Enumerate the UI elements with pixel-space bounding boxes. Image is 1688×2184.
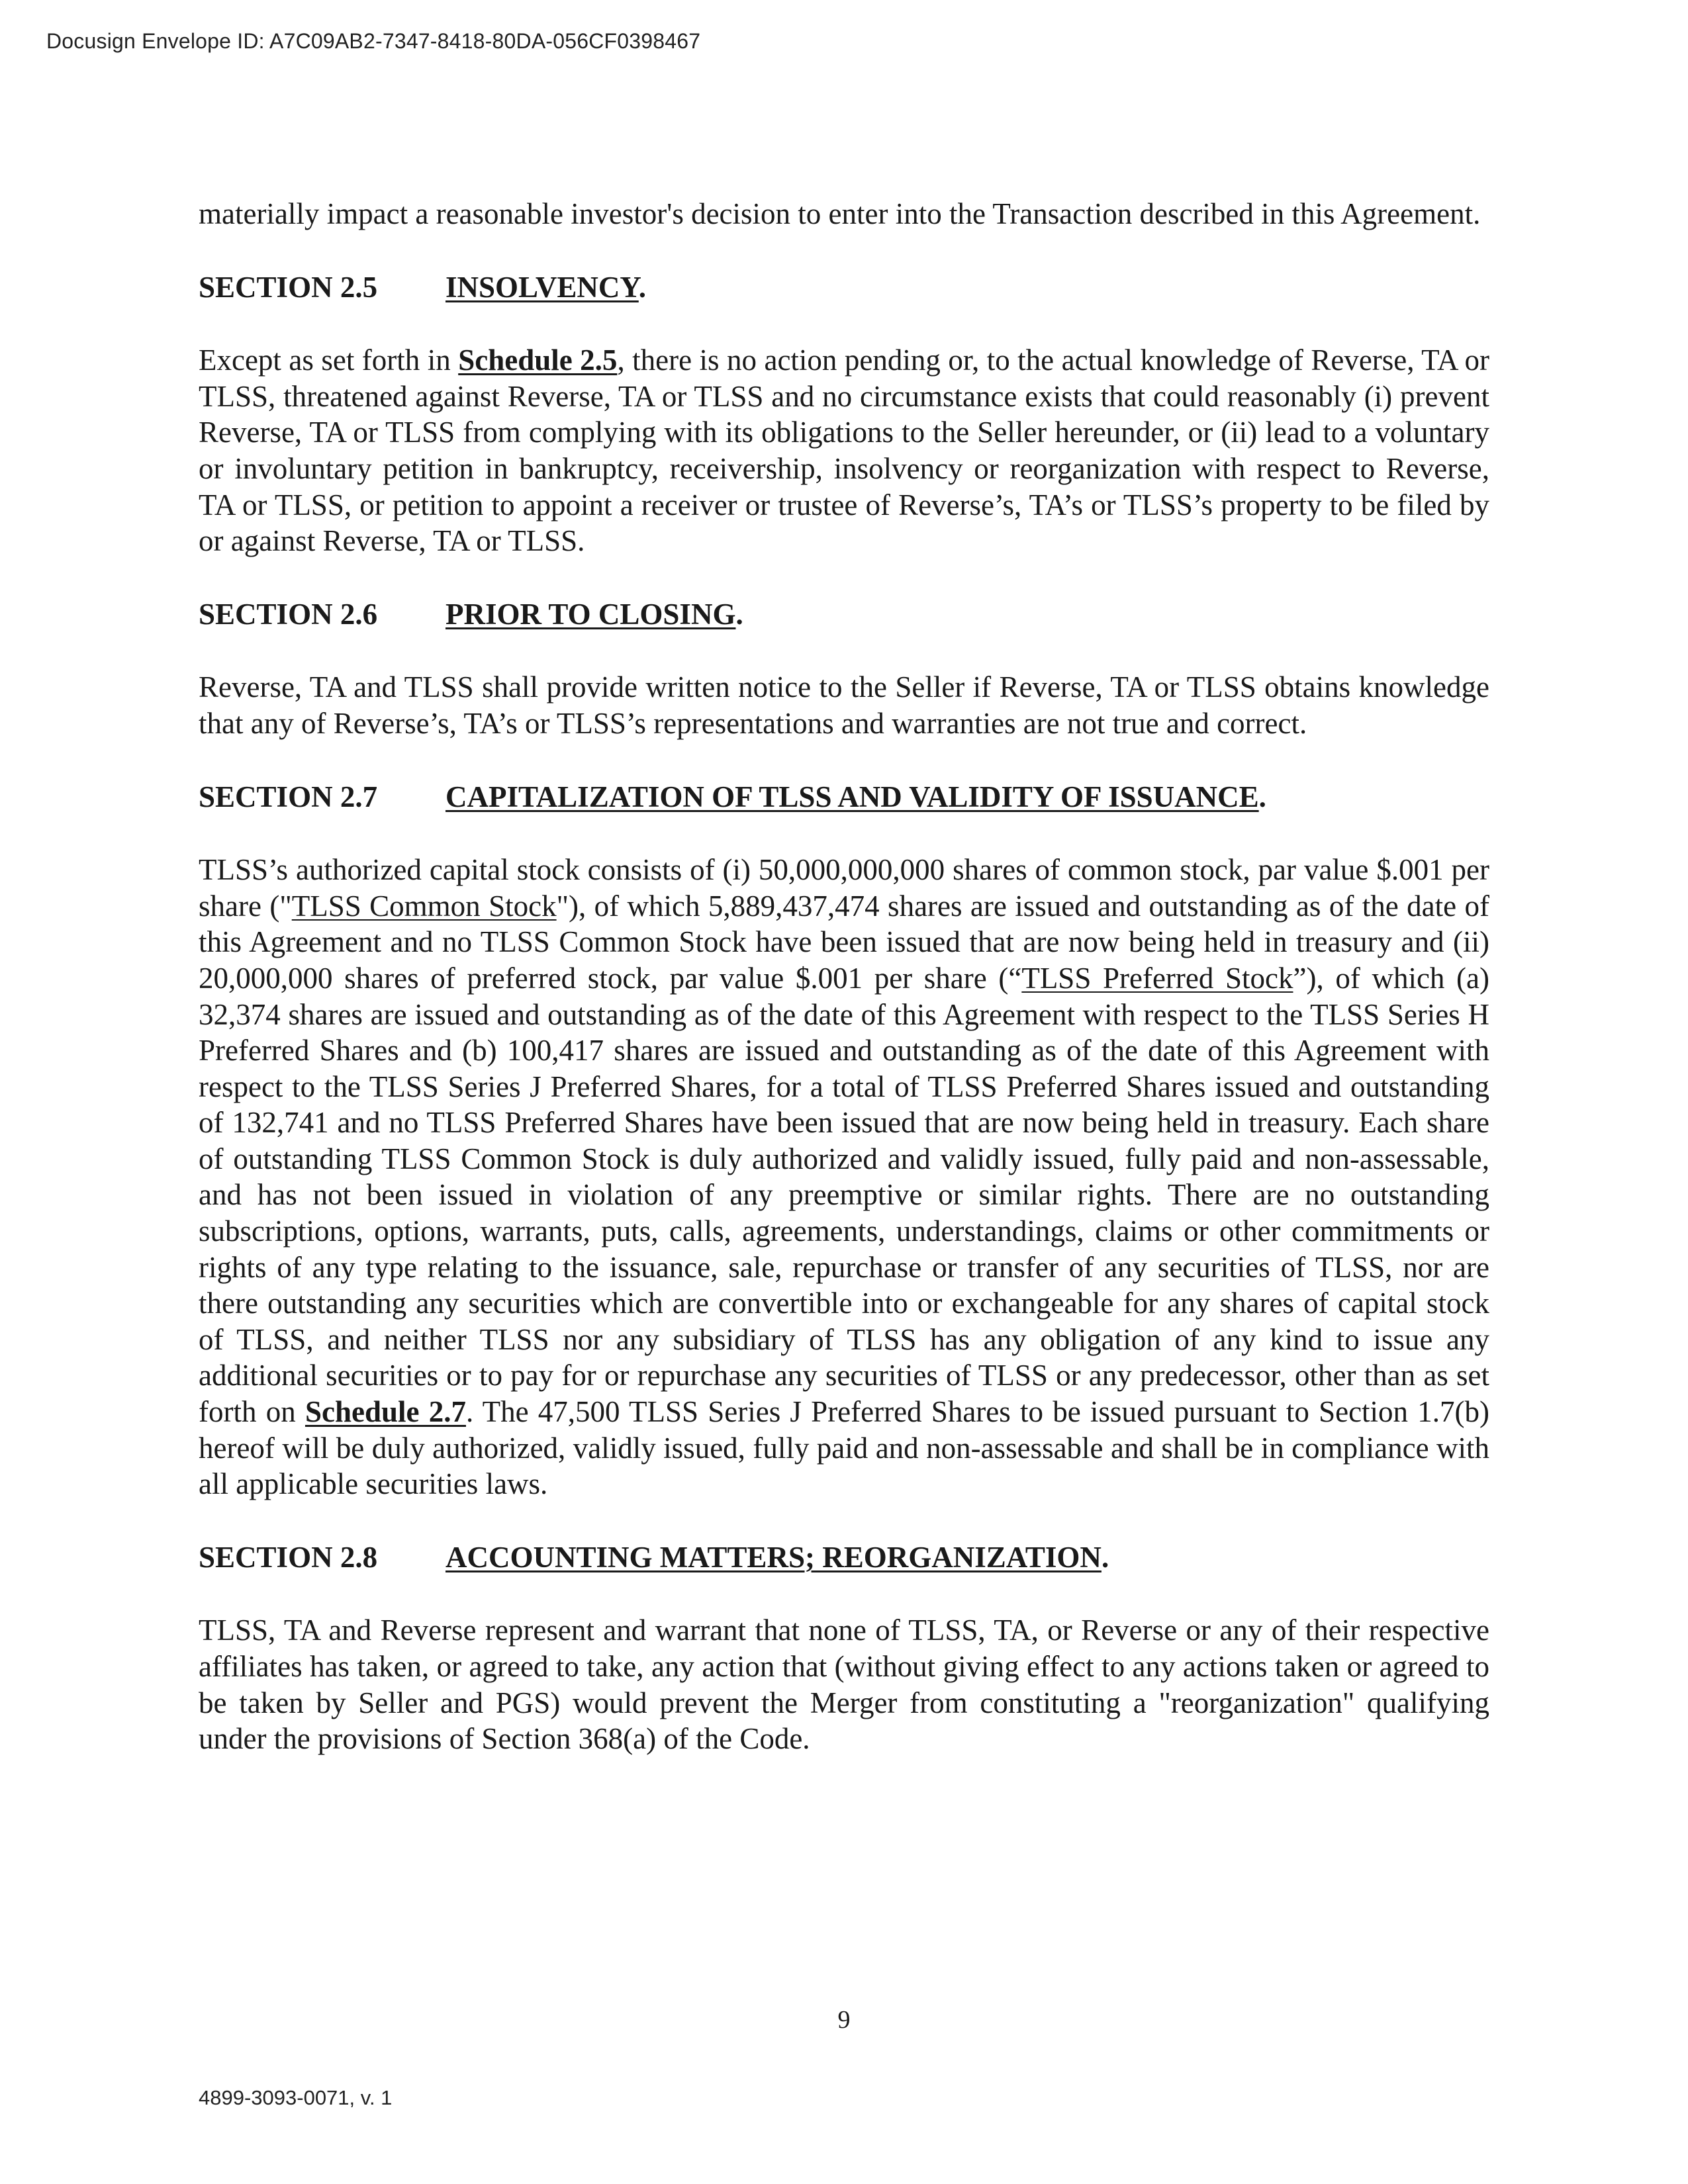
section-2-8-paragraph: TLSS, TA and Reverse represent and warrant that none of TLSS, TA, or Reverse or any of their respective affiliates has taken, or agreed to take, any action that (without giving effect to any actions taken or agreed to be taken by Seller and PGS) would prevent the Merger from constituting a "reorganization" qualifying under the provisions of Section 368(a) of the Code. [199,1614,1489,1756]
section-2-6-paragraph: Reverse, TA and TLSS shall provide written notice to the Seller if Reverse, TA or TLSS obtains knowledge that any of Reverse’s, TA’s or TLSS’s representations and warranties are not true and correct. [199,670,1489,740]
paragraph-text: . The 47,500 TLSS Series J Preferred Shares to be issued pursuant to Section 1.7(b) hereof will be duly authorized, validly issued, fully paid and non-assessable and shall be in compliance with all applicable securities laws. [199,1395,1490,1501]
section-2-5-paragraph [199,342,1489,559]
section-number: SECTION 2.7 [199,780,378,813]
document-id-footer: 4899-3093-0071, v. 1 [199,2086,393,2109]
section-number: SECTION 2.6 [199,597,378,631]
section-2-6-heading: SECTION 2.6 PRIOR TO CLOSING. [199,596,1489,633]
page-number: 9 [837,2006,851,2034]
defined-term: TLSS Common Stock [291,889,557,923]
section-title: CAPITALIZATION OF TLSS AND VALIDITY OF ISSUANCE [445,780,1259,813]
section-2-5-heading: SECTION 2.5 INSOLVENCY. [199,269,1489,306]
section-number: SECTION 2.5 [199,270,378,304]
envelope-id-header: Docusign Envelope ID: A7C09AB2-7347-8418-80DA-056CF0398467 [46,29,701,53]
intro-paragraph: materially impact a reasonable investor's decision to enter into the Transaction described in this Agreement. [199,197,1481,230]
defined-term: TLSS Preferred Stock [1021,961,1293,995]
section-2-7-heading: SECTION 2.7 CAPITALIZATION OF TLSS AND VALIDITY OF ISSUANCE. [199,779,1489,815]
document-body [199,196,1489,1757]
paragraph-text: , there is no action pending or, to the actual knowledge of Reverse, TA or TLSS, threatened against Reverse, TA or TLSS and no circumstance exists that could reasonably (i) prevent Reverse, TA or TLSS from complying with its obligations to the Seller hereunder, or (ii) lead to a voluntary or involuntary petition in bankruptcy, receivership, insolvency or reorganization with respect to Reverse, TA or TLSS, or petition to appoint a receiver or trustee of Reverse’s, TA’s or TLSS’s property to be filed by or against Reverse, TA or TLSS. [199,343,1490,558]
section-number: SECTION 2.8 [199,1540,378,1574]
schedule-reference: Schedule 2.5 [458,343,618,377]
section-title: INSOLVENCY [445,270,639,304]
paragraph-text: "), of which 5,889,437,474 shares are issued and outstanding as of the date of this Agreement and no TLSS Common Stock have been issued that are now being held in treasury and (ii) 20,000,000 shares of preferred stock, par value $.001 per share (“ [199,889,1489,995]
paragraph-text: Except as set forth in [199,343,459,377]
schedule-reference: Schedule 2.7 [305,1395,466,1429]
section-title: ACCOUNTING MATTERS; REORGANIZATION [445,1540,1102,1574]
section-2-7-paragraph [199,852,1489,1502]
paragraph-text: ”), of which (a) 32,374 shares are issued and outstanding as of the date of this Agreement with respect to the TLSS Series H Preferred Shares and (b) 100,417 shares are issued and outstanding as of the date of this Agreement with respect to the TLSS Series J Preferred Shares, for a total of TLSS Preferred Shares issued and outstanding of 132,741 and no TLSS Preferred Shares have been issued that are now being held in treasury. Each share of outstanding TLSS Common Stock is duly authorized and validly issued, fully paid and non-assessable, and has not been issued in violation of any preemptive or similar rights. There are no outstanding subscriptions, options, warrants, puts, calls, agreements, understandings, claims or other commitments or rights of any type relating to the issuance, sale, repurchase or transfer of any securities of TLSS, nor are there outstanding any securities which are convertible into or exchangeable for any shares of capital stock of TLSS, and neither TLSS nor any subsidiary of TLSS has any obligation of any kind to issue any additional securities or to pay for or repurchase any securities of TLSS or any predecessor, other than as set forth on [199,961,1489,1429]
section-2-8-heading: SECTION 2.8 ACCOUNTING MATTERS; REORGANIZATION. [199,1539,1489,1576]
paragraph-text: TLSS’s authorized capital stock consists of (i) 50,000,000,000 shares of common stock, par value $.001 per share (" [199,853,1489,923]
section-title: PRIOR TO CLOSING [445,597,736,631]
